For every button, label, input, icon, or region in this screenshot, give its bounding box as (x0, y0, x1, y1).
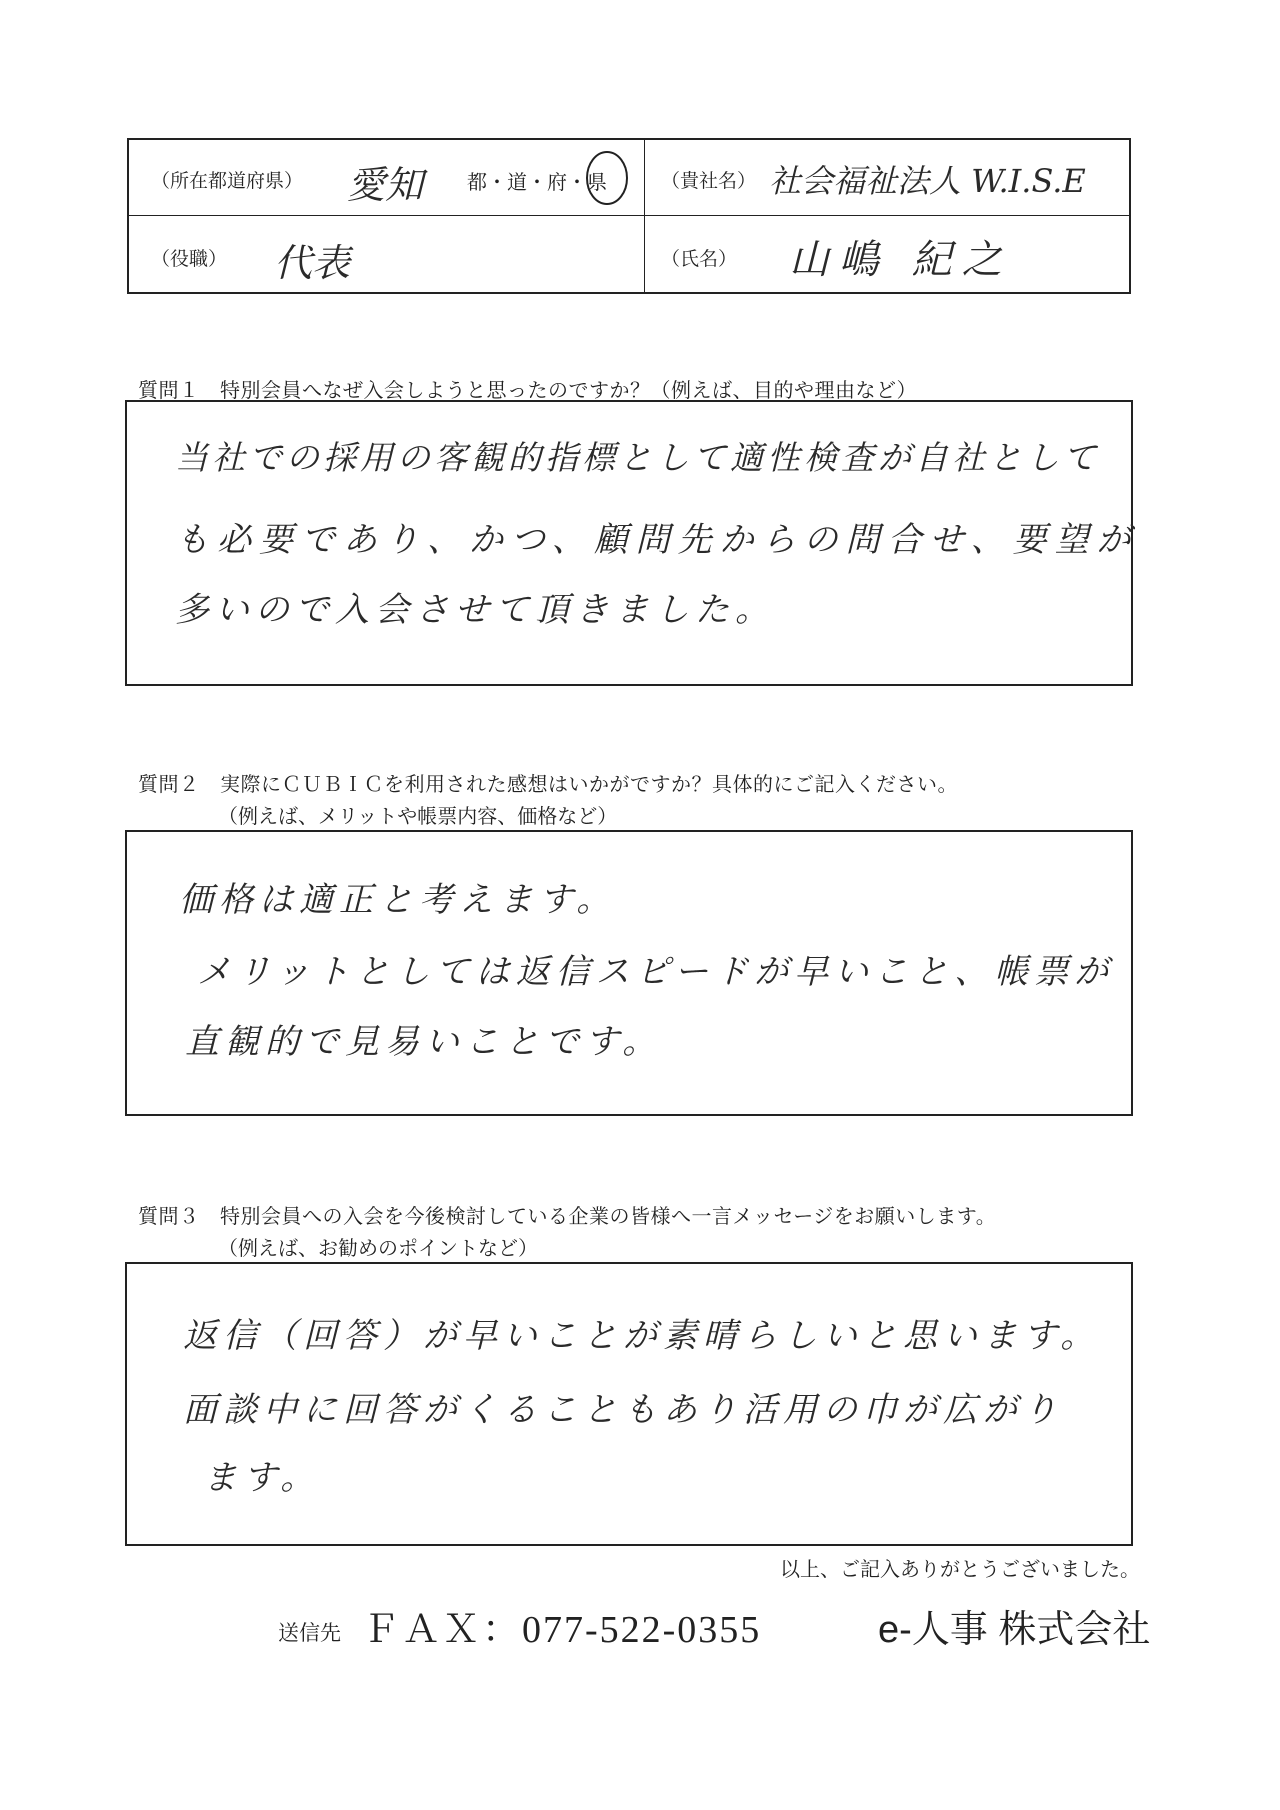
company-value: 社会福祉法人 W.I.S.E (769, 162, 1086, 200)
question-1-answer-line: 多いので入会させて頂きました。 (175, 590, 775, 630)
question-2-answer-box (125, 830, 1133, 1116)
question-2-answer-line: 価格は適正と考えます。 (179, 880, 617, 920)
question-2-title: 質問２ 実際にＣＵＢＩＣを利用された感想はいかがですか？具体的にご記入ください。 (138, 772, 958, 796)
question-1-answer-line: 当社での採用の客観的指標として適性検査が自社として (175, 438, 1100, 477)
question-1-answer-line: も必要であり、かつ、顧問先からの問合せ、要望が (175, 520, 1139, 560)
question-1-title: 質問１ 特別会員へなぜ入会しようと思ったのですか？（例えば、目的や理由など） (138, 378, 917, 402)
respondent-info-table (127, 138, 1131, 294)
question-2-answer-line: メリットとしては返信スピードが早いこと、帳票が (197, 952, 1115, 992)
prefecture-value: 愛知 (347, 163, 424, 207)
name-value: 山嶋 紀之 (789, 237, 1012, 283)
question-1-answer-box (125, 400, 1139, 686)
prefecture-circle-mark (581, 148, 633, 208)
prefecture-label: （所在都道府県） (151, 170, 304, 192)
company-label: （貴社名） (661, 170, 757, 192)
question-2-subtitle: （例えば、メリットや帳票内容、価格など） (218, 804, 618, 828)
table-divider-horizontal (129, 215, 1129, 216)
prefecture-suffix: 都・道・府・県 (467, 170, 607, 194)
fax-destination-label: 送信先 (278, 1621, 341, 1645)
closing-message: 以上、ご記入ありがとうございました。 (780, 1557, 1140, 1581)
question-3-answer-line: ます。 (203, 1458, 321, 1498)
question-2-answer-line: 直観的で見易いことです。 (185, 1022, 663, 1062)
table-divider-vertical (644, 140, 645, 292)
question-3-answer-line: 面談中に回答がくることもあり活用の巾が広がり (183, 1390, 1063, 1430)
question-3-answer-line: 返信（回答）が早いことが素晴らしいと思います。 (183, 1316, 1101, 1356)
recipient-company: e-人事 株式会社 (878, 1609, 1151, 1651)
position-value: 代表 (274, 241, 351, 285)
question-3-answer-box (125, 1262, 1133, 1546)
question-3-title: 質問３ 特別会員への入会を今後検討している企業の皆様へ一言メッセージをお願いします。 (138, 1204, 997, 1228)
position-label: （役職） (151, 248, 228, 270)
name-label: （氏名） (661, 248, 738, 270)
question-3-subtitle: （例えば、お勧めのポイントなど） (218, 1236, 538, 1260)
fax-number: ＦＡＸ：077-522-0355 (362, 1609, 762, 1651)
